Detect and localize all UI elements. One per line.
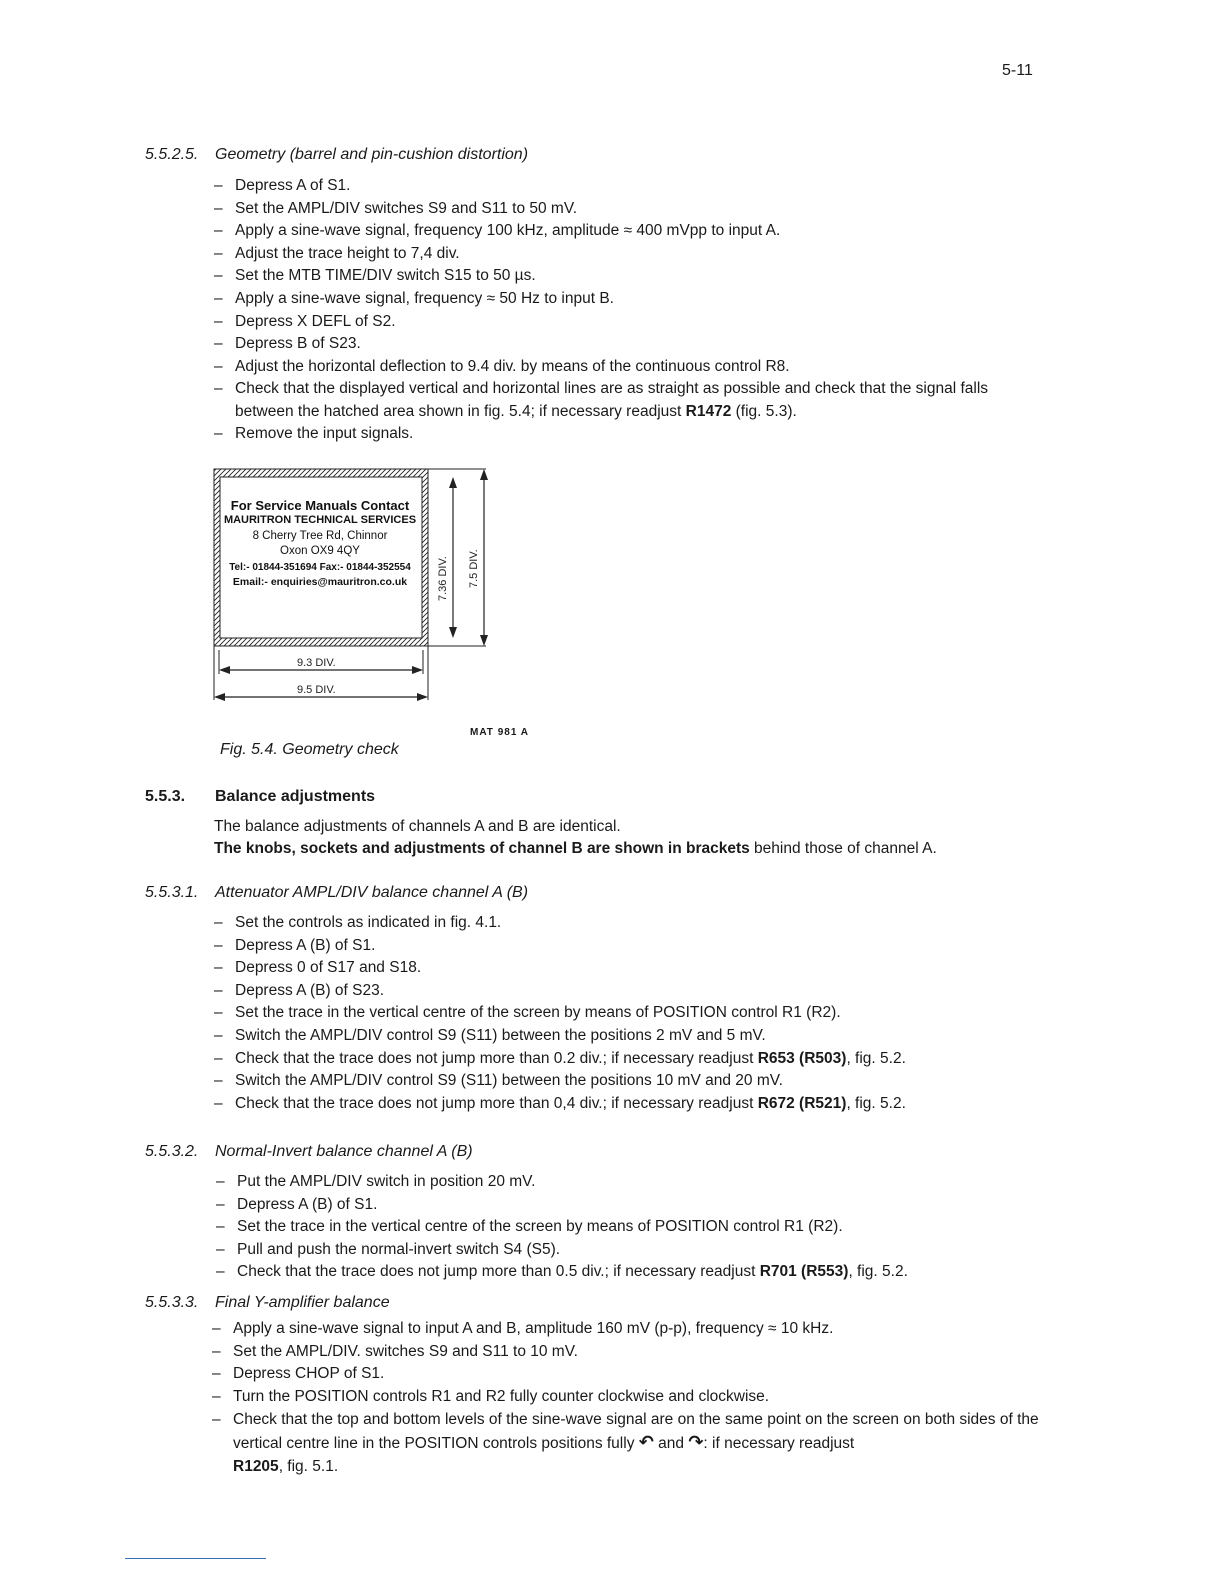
arrow-head (412, 666, 423, 674)
section-number: 5.5.2.5. (145, 146, 199, 163)
section-number: 5.5.3.3. (145, 1294, 199, 1311)
step-text: : if necessary readjust (703, 1435, 855, 1453)
list-item (212, 1408, 1044, 1478)
list-item: – Adjust the horizontal deflection to 9.4 div. by means of the continuous control R8. (214, 356, 1014, 379)
list-item: – Set the trace in the vertical centre of the screen by means of POSITION control R1 (R2). (214, 1002, 906, 1025)
emphasis-text: The knobs, sockets and adjustments of channel B are shown in brackets (214, 840, 750, 857)
step-text: (fig. 5.3). (731, 402, 797, 420)
step-text: Check that the top and bottom levels of the sine-wave signal are on the same point on the screen on both sides of the vertical centre line in the POSITION controls positions fully (233, 1411, 1039, 1453)
list-item: – Depress A (B) of S1. (216, 1194, 908, 1217)
footer-rule (125, 1558, 266, 1559)
section-title: Balance adjustments (215, 788, 376, 805)
list-item: – Set the AMPL/DIV switches S9 and S11 to 50 mV. (214, 198, 1014, 221)
step-text: Check that the trace does not jump more than 0,4 div.; if necessary readjust (235, 1094, 758, 1112)
list-item: – Adjust the trace height to 7,4 div. (214, 243, 1014, 266)
outer-horizontal-label: 9.5 DIV. (297, 684, 336, 696)
component-ref: R672 (R521) (757, 1094, 847, 1112)
list-item: – Depress B of S23. (214, 333, 1014, 356)
list-item: – Put the AMPL/DIV switch in position 20 mV. (216, 1171, 908, 1194)
inner-vertical-label: 7.36 DIV. (437, 556, 449, 601)
step-text: Check that the displayed vertical and horizontal lines are as straight as possible and check that the signal falls between the hatched area shown in fig. 5.4; if necessary readjust (235, 380, 989, 420)
list-item: – Set the controls as indicated in fig. 4.1. (214, 912, 906, 935)
attenuator-steps (214, 912, 906, 1115)
step-text: Check that the trace does not jump more than 0.5 div.; if necessary readjust (237, 1263, 760, 1281)
list-item (216, 1261, 908, 1284)
list-item: – Set the MTB TIME/DIV switch S15 to 50 µs. (214, 265, 1014, 288)
stamp-line: Email:- enquiries@mauritron.co.uk (232, 576, 408, 589)
list-item (214, 1093, 906, 1116)
list-item: – Switch the AMPL/DIV control S9 (S11) between the positions 10 mV and 20 mV. (214, 1070, 906, 1093)
section-title: Geometry (barrel and pin-cushion distortion) (215, 146, 529, 163)
arrow-head (214, 693, 225, 701)
arrow-head (480, 635, 488, 646)
page-number: 5-11 (1002, 62, 1033, 79)
list-item: – Pull and push the normal-invert switch S4 (S5). (216, 1239, 908, 1262)
list-item: – Turn the POSITION controls R1 and R2 fully counter clockwise and clockwise. (212, 1386, 1044, 1409)
section-heading-attenuator (145, 884, 528, 902)
list-item: – Depress X DEFL of S2. (214, 311, 1014, 334)
paragraph-text: behind those of channel A. (749, 840, 937, 857)
figure-caption: Fig. 5.4. Geometry check (220, 741, 399, 758)
stamp-line: Tel:- 01844-351694 Fax:- 01844-352554 (229, 561, 411, 573)
paragraph: The balance adjustments of channels A and B are identical. (214, 818, 621, 835)
step-text: and (653, 1435, 689, 1453)
figure-code: MAT 981 A (470, 727, 530, 738)
section-heading-balance (145, 788, 375, 806)
stamp-line: Oxon OX9 4QY (280, 545, 360, 558)
list-item: – Set the trace in the vertical centre of the screen by means of POSITION control R1 (R2). (216, 1216, 908, 1239)
arrow-head (449, 627, 457, 638)
knob-cw-icon: ↷ (688, 1432, 704, 1453)
section-heading-normal-invert (145, 1143, 473, 1161)
list-item: – Depress A of S1. (214, 175, 1014, 198)
arrow-head (219, 666, 230, 674)
step-text: , fig. 5.2. (846, 1049, 906, 1067)
component-ref: R701 (R553) (759, 1263, 849, 1281)
list-item: – Switch the AMPL/DIV control S9 (S11) between the positions 2 mV and 5 mV. (214, 1025, 906, 1048)
list-item (214, 378, 1014, 423)
section-title: Normal-Invert balance channel A (B) (215, 1143, 473, 1160)
list-item: – Depress 0 of S17 and S18. (214, 957, 906, 980)
list-item: – Remove the input signals. (214, 423, 1014, 446)
list-item: – Depress CHOP of S1. (212, 1363, 1044, 1386)
stamp-line: MAURITRON TECHNICAL SERVICES (223, 514, 417, 527)
section-title: Final Y-amplifier balance (215, 1294, 390, 1311)
step-text: , fig. 5.1. (278, 1458, 339, 1476)
paragraph (214, 837, 937, 860)
list-item: – Apply a sine-wave signal, frequency 100 kHz, amplitude ≈ 400 mVpp to input A. (214, 220, 1014, 243)
component-ref: R1205 (233, 1458, 279, 1476)
final-balance-steps (212, 1318, 1044, 1478)
arrow-head (480, 469, 488, 480)
list-item (214, 1048, 906, 1071)
outer-vertical-label: 7.5 DIV. (468, 549, 480, 588)
section-number: 5.5.3.1. (145, 884, 199, 901)
section-title: Attenuator AMPL/DIV balance channel A (B) (215, 884, 529, 901)
geometry-steps (214, 175, 1014, 446)
list-item: – Apply a sine-wave signal to input A and B, amplitude 160 mV (p-p), frequency ≈ 10 kHz. (212, 1318, 1044, 1341)
step-text: , fig. 5.2. (848, 1263, 908, 1281)
step-text: Check that the trace does not jump more than 0.2 div.; if necessary readjust (235, 1049, 758, 1067)
section-number: 5.5.3.2. (145, 1143, 199, 1160)
inner-horizontal-label: 9.3 DIV. (297, 657, 336, 669)
component-ref: R1472 (685, 402, 732, 420)
arrow-head (417, 693, 428, 701)
list-item: – Apply a sine-wave signal, frequency ≈ 50 Hz to input B. (214, 288, 1014, 311)
stamp-line: For Service Manuals Contact (230, 498, 410, 513)
section-heading-geometry (145, 146, 528, 164)
list-item: – Depress A (B) of S23. (214, 980, 906, 1003)
section-number: 5.5.3. (145, 788, 186, 805)
section-heading-final-balance (145, 1294, 390, 1312)
component-ref: R653 (R503) (757, 1049, 847, 1067)
stamp-line: 8 Cherry Tree Rd, Chinnor (252, 529, 388, 542)
list-item: – Depress A (B) of S1. (214, 935, 906, 958)
normal-invert-steps (216, 1171, 908, 1284)
knob-ccw-icon: ↶ (638, 1432, 654, 1453)
arrow-head (449, 477, 457, 488)
step-text: , fig. 5.2. (846, 1094, 906, 1112)
service-stamp (215, 498, 425, 590)
list-item: – Set the AMPL/DIV. switches S9 and S11 to 10 mV. (212, 1341, 1044, 1364)
